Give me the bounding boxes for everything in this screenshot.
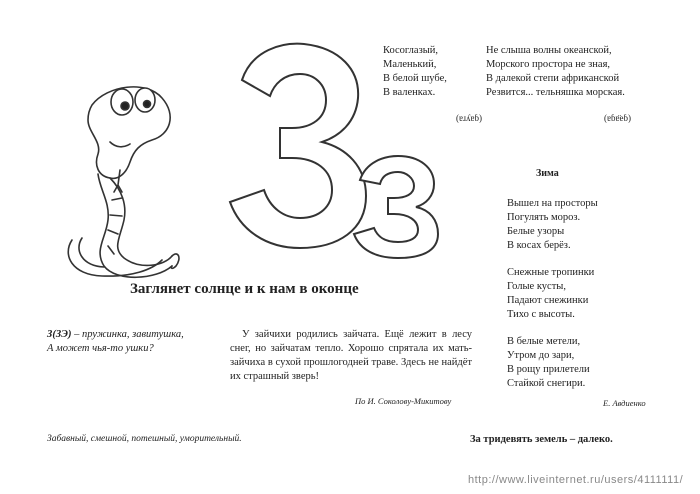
riddle-line-2: А может чья-то ушки? — [47, 343, 154, 354]
poem-line: В белые метели, — [507, 336, 581, 347]
riddle-block — [47, 328, 237, 356]
poem-line: Снежные тропинки — [507, 267, 595, 278]
story-credit: По И. Соколову-Микитову — [355, 396, 452, 406]
transcription-2: (ɐɓɐ̈еɓ) — [604, 113, 631, 123]
riddle-line-1 — [47, 328, 237, 342]
poem-line: Белые узоры — [507, 226, 565, 237]
story-text: У зайчихи родились зайчата. Ещё лежит в лесу снег, но зайчатам тепло. Хорошо спрятала их мать-зайчиха в сухой прошлогодней траве. Здесь не найдёт их страшный зверь! — [230, 329, 472, 382]
transcription-1: (ɐɹʎɐɓ) — [456, 113, 482, 123]
poem-stanza — [507, 266, 598, 322]
poem-stanza — [507, 197, 598, 253]
winter-poem-credit: Е. Авдиенко — [603, 398, 646, 408]
poem-line: Косоглазый, — [383, 45, 439, 56]
poem-line: Тихо с высоты. — [507, 309, 575, 320]
poem-line: Голые кусты, — [507, 281, 566, 292]
poem-line: Утром до зари, — [507, 350, 575, 361]
poem-line: Падают снежинки — [507, 295, 589, 306]
poem-line: В валенках. — [383, 87, 436, 98]
riddle-rest: – пружинка, завитушка, — [71, 329, 184, 340]
poem-line: Морского простора не зная, — [486, 59, 611, 70]
poem-stanza — [507, 335, 598, 391]
snake-illustration — [52, 70, 202, 285]
poem-line: В рощу прилетели — [507, 364, 590, 375]
poem-line: Стайкой снегири. — [507, 378, 586, 389]
riddle-lead: З(ЗЭ) — [47, 329, 72, 340]
poem-line: Резвится... тельняшка морская. — [486, 87, 625, 98]
poem-line: Не слыша волны океанской, — [486, 45, 612, 56]
top-left-poem — [383, 44, 447, 100]
poem-line: Маленький, — [383, 59, 437, 70]
adjectives-line: Забавный, смешной, потешный, уморительный. — [47, 434, 242, 444]
winter-poem — [507, 197, 598, 391]
poem-line: В белой шубе, — [383, 73, 447, 84]
small-letter-z — [350, 150, 440, 260]
headline: Заглянет солнце и к нам в оконце — [130, 281, 359, 297]
poem-line: Погулять мороз. — [507, 212, 581, 223]
poem-line: Вышел на просторы — [507, 198, 598, 209]
top-right-poem — [486, 44, 625, 100]
proverb: За тридевять земель – далеко. — [470, 434, 613, 445]
watermark-url: http://www.liveinternet.ru/users/4111111/ — [468, 474, 684, 486]
poem-line: В далекой степи африканской — [486, 73, 620, 84]
winter-poem-title: Зима — [536, 168, 559, 179]
poem-line: В косах берёз. — [507, 240, 571, 251]
